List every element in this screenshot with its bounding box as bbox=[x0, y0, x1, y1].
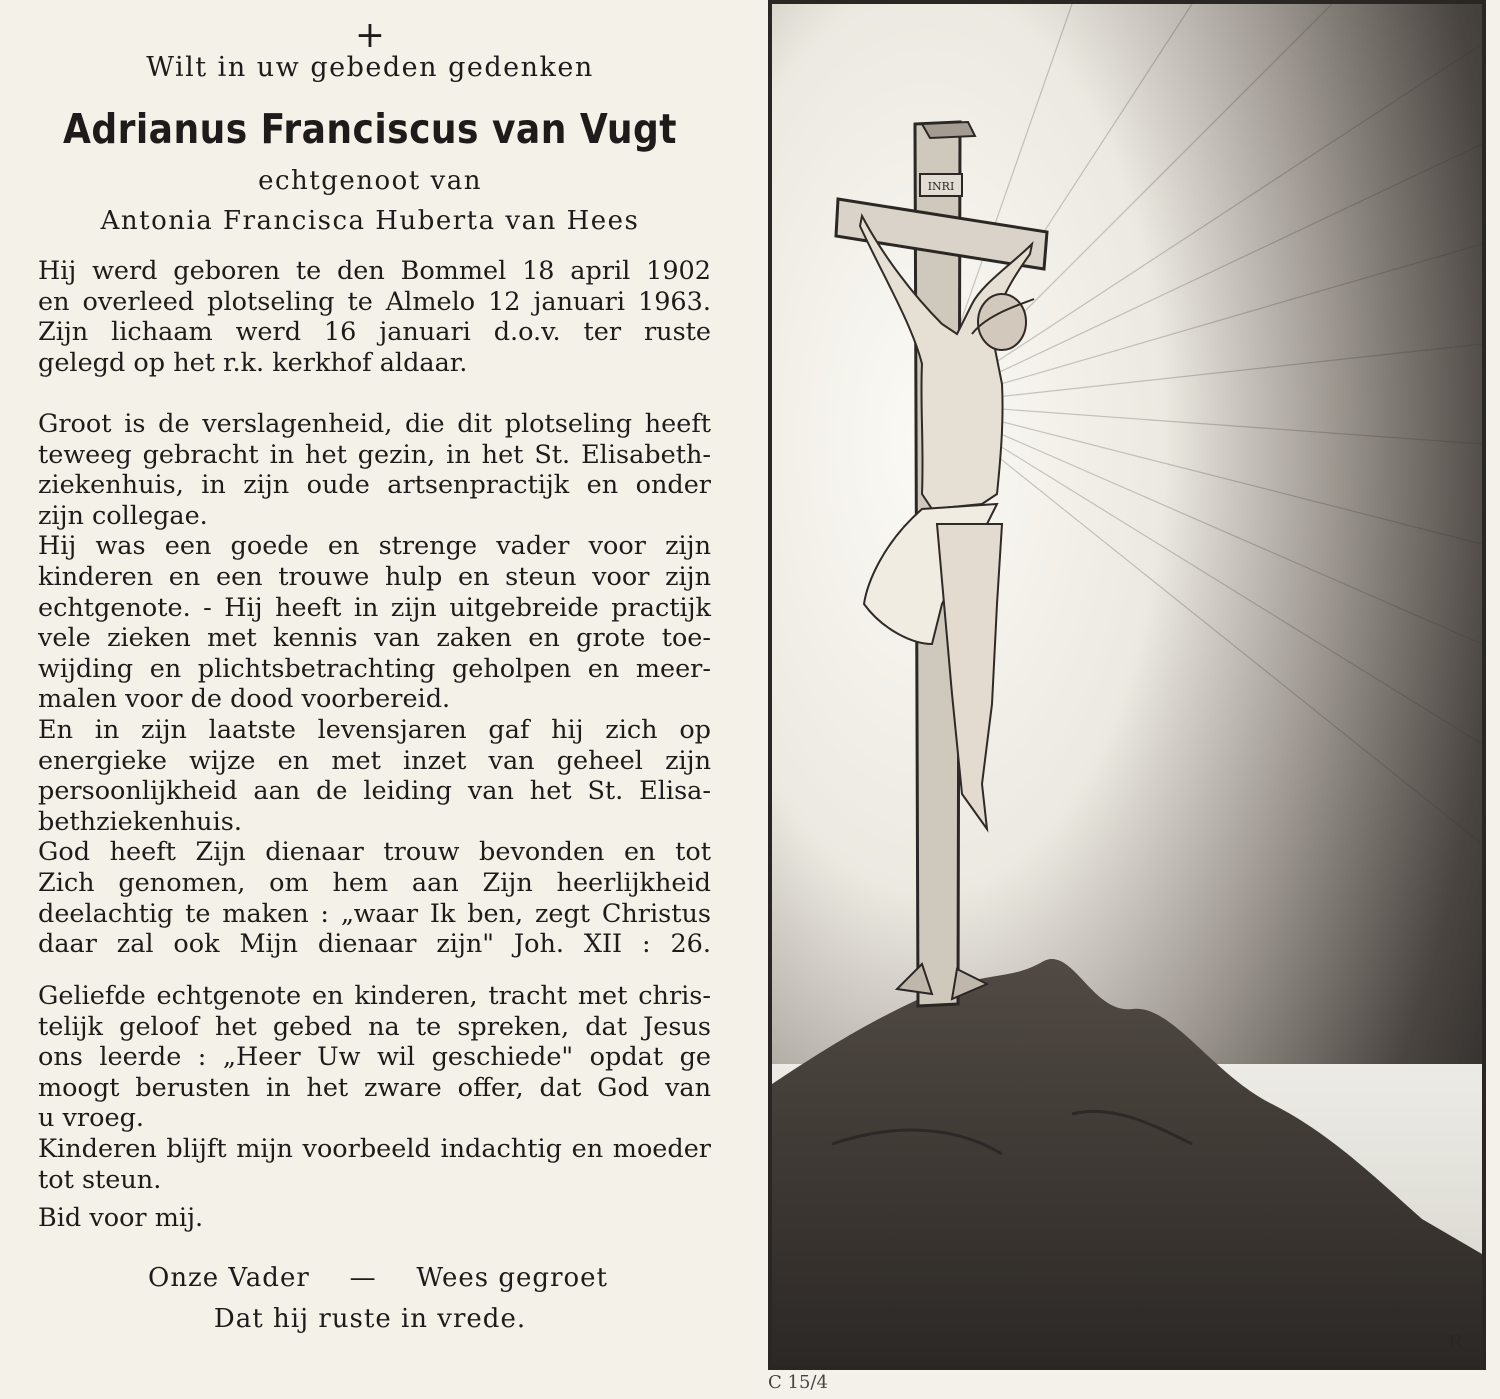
text-line: bethziekenhuis. bbox=[38, 806, 242, 837]
text-line: energieke wijze en met inzet van geheel zijn bbox=[38, 745, 711, 776]
text-line: Kinderen blijft mijn voorbeeld indachtig en moeder bbox=[38, 1133, 711, 1164]
exhortation-paragraph bbox=[38, 981, 711, 1234]
crucifix-illustration bbox=[768, 0, 1486, 1370]
salutation: Wilt in uw gebeden gedenken bbox=[146, 52, 594, 83]
text-line: deelachtig te maken : „waar Ik ben, zegt Christus bbox=[38, 898, 711, 929]
deceased-name: Adrianus Franciscus van Vugt bbox=[62, 105, 677, 153]
prayer-dash: — bbox=[349, 1263, 377, 1293]
spouse-name: Antonia Francisca Huberta van Hees bbox=[100, 206, 640, 236]
text-line: Groot is de verslagenheid, die dit plotseling heeft bbox=[38, 409, 711, 439]
illustration-panel bbox=[752, 0, 1500, 1399]
text-line: vele zieken met kennis van zaken en grote toe- bbox=[38, 623, 711, 654]
artist-monogram: R bbox=[1448, 1330, 1464, 1354]
text-line: teweeg gebracht in het gezin, in het St. Elisabeth- bbox=[38, 439, 711, 470]
text-line: ons leerde : „Heer Uw wil geschiede" opdat ge bbox=[38, 1042, 711, 1073]
cross-symbol: + bbox=[354, 15, 386, 56]
text-line: Zich genomen, om hem aan Zijn heerlijkheid bbox=[38, 867, 711, 898]
text-line: persoonlijkheid aan de leiding van het St. Elisa- bbox=[38, 776, 711, 807]
text-line: telijk geloof het gebed na te spreken, dat Jesus bbox=[38, 1011, 711, 1042]
text-line: zijn collegae. bbox=[38, 500, 208, 531]
text-line: God heeft Zijn dienaar trouw bevonden en tot bbox=[38, 837, 711, 868]
prayer-our-father: Onze Vader bbox=[148, 1263, 310, 1293]
text-line: Bid voor mij. bbox=[38, 1203, 204, 1234]
text-line: daar zal ook Mijn dienaar zijn" Joh. XII : 26. bbox=[38, 929, 711, 960]
text-line: gelegd op het r.k. kerkhof aldaar. bbox=[38, 347, 468, 378]
text-line: tot steun. bbox=[38, 1164, 162, 1195]
text-line: Zijn lichaam werd 16 januari d.o.v. ter ruste bbox=[38, 317, 711, 348]
text-line: Hij werd geboren te den Bommel 18 april 1902 bbox=[38, 256, 711, 286]
text-line: malen voor de dood voorbereid. bbox=[38, 684, 451, 715]
text-line: Hij was een goede en strenge vader voor zijn bbox=[38, 531, 711, 562]
text-line: wijding en plichtsbetrachting geholpen en meer- bbox=[38, 653, 711, 684]
text-line: ziekenhuis, in zijn oude artsenpractijk en onder bbox=[38, 470, 711, 501]
text-line: u vroeg. bbox=[38, 1103, 144, 1134]
crucifix-drawing bbox=[772, 4, 1482, 1366]
prayer-line bbox=[148, 1263, 608, 1293]
text-line: moogt berusten in het zware offer, dat God van bbox=[38, 1072, 711, 1103]
text-line: en overleed plotseling te Almelo 12 januari 1963. bbox=[38, 286, 711, 317]
text-line: echtgenote. - Hij heeft in zijn uitgebreide practijk bbox=[38, 592, 711, 623]
cross-inscription: INRI bbox=[927, 180, 955, 193]
tribute-paragraph bbox=[38, 409, 711, 960]
text-line: kinderen en een trouwe hulp en steun voor zijn bbox=[38, 561, 711, 592]
closing-line: Dat hij ruste in vrede. bbox=[213, 1304, 527, 1334]
text-line: En in zijn laatste levensjaren gaf hij zich op bbox=[38, 714, 711, 745]
biography-paragraph bbox=[38, 256, 711, 378]
prayer-hail-mary: Wees gegroet bbox=[416, 1263, 608, 1293]
spouse-label: echtgenoot van bbox=[258, 166, 482, 196]
printer-mark: C 15/4 bbox=[768, 1372, 828, 1393]
text-line: Geliefde echtgenote en kinderen, tracht met chris- bbox=[38, 981, 711, 1011]
